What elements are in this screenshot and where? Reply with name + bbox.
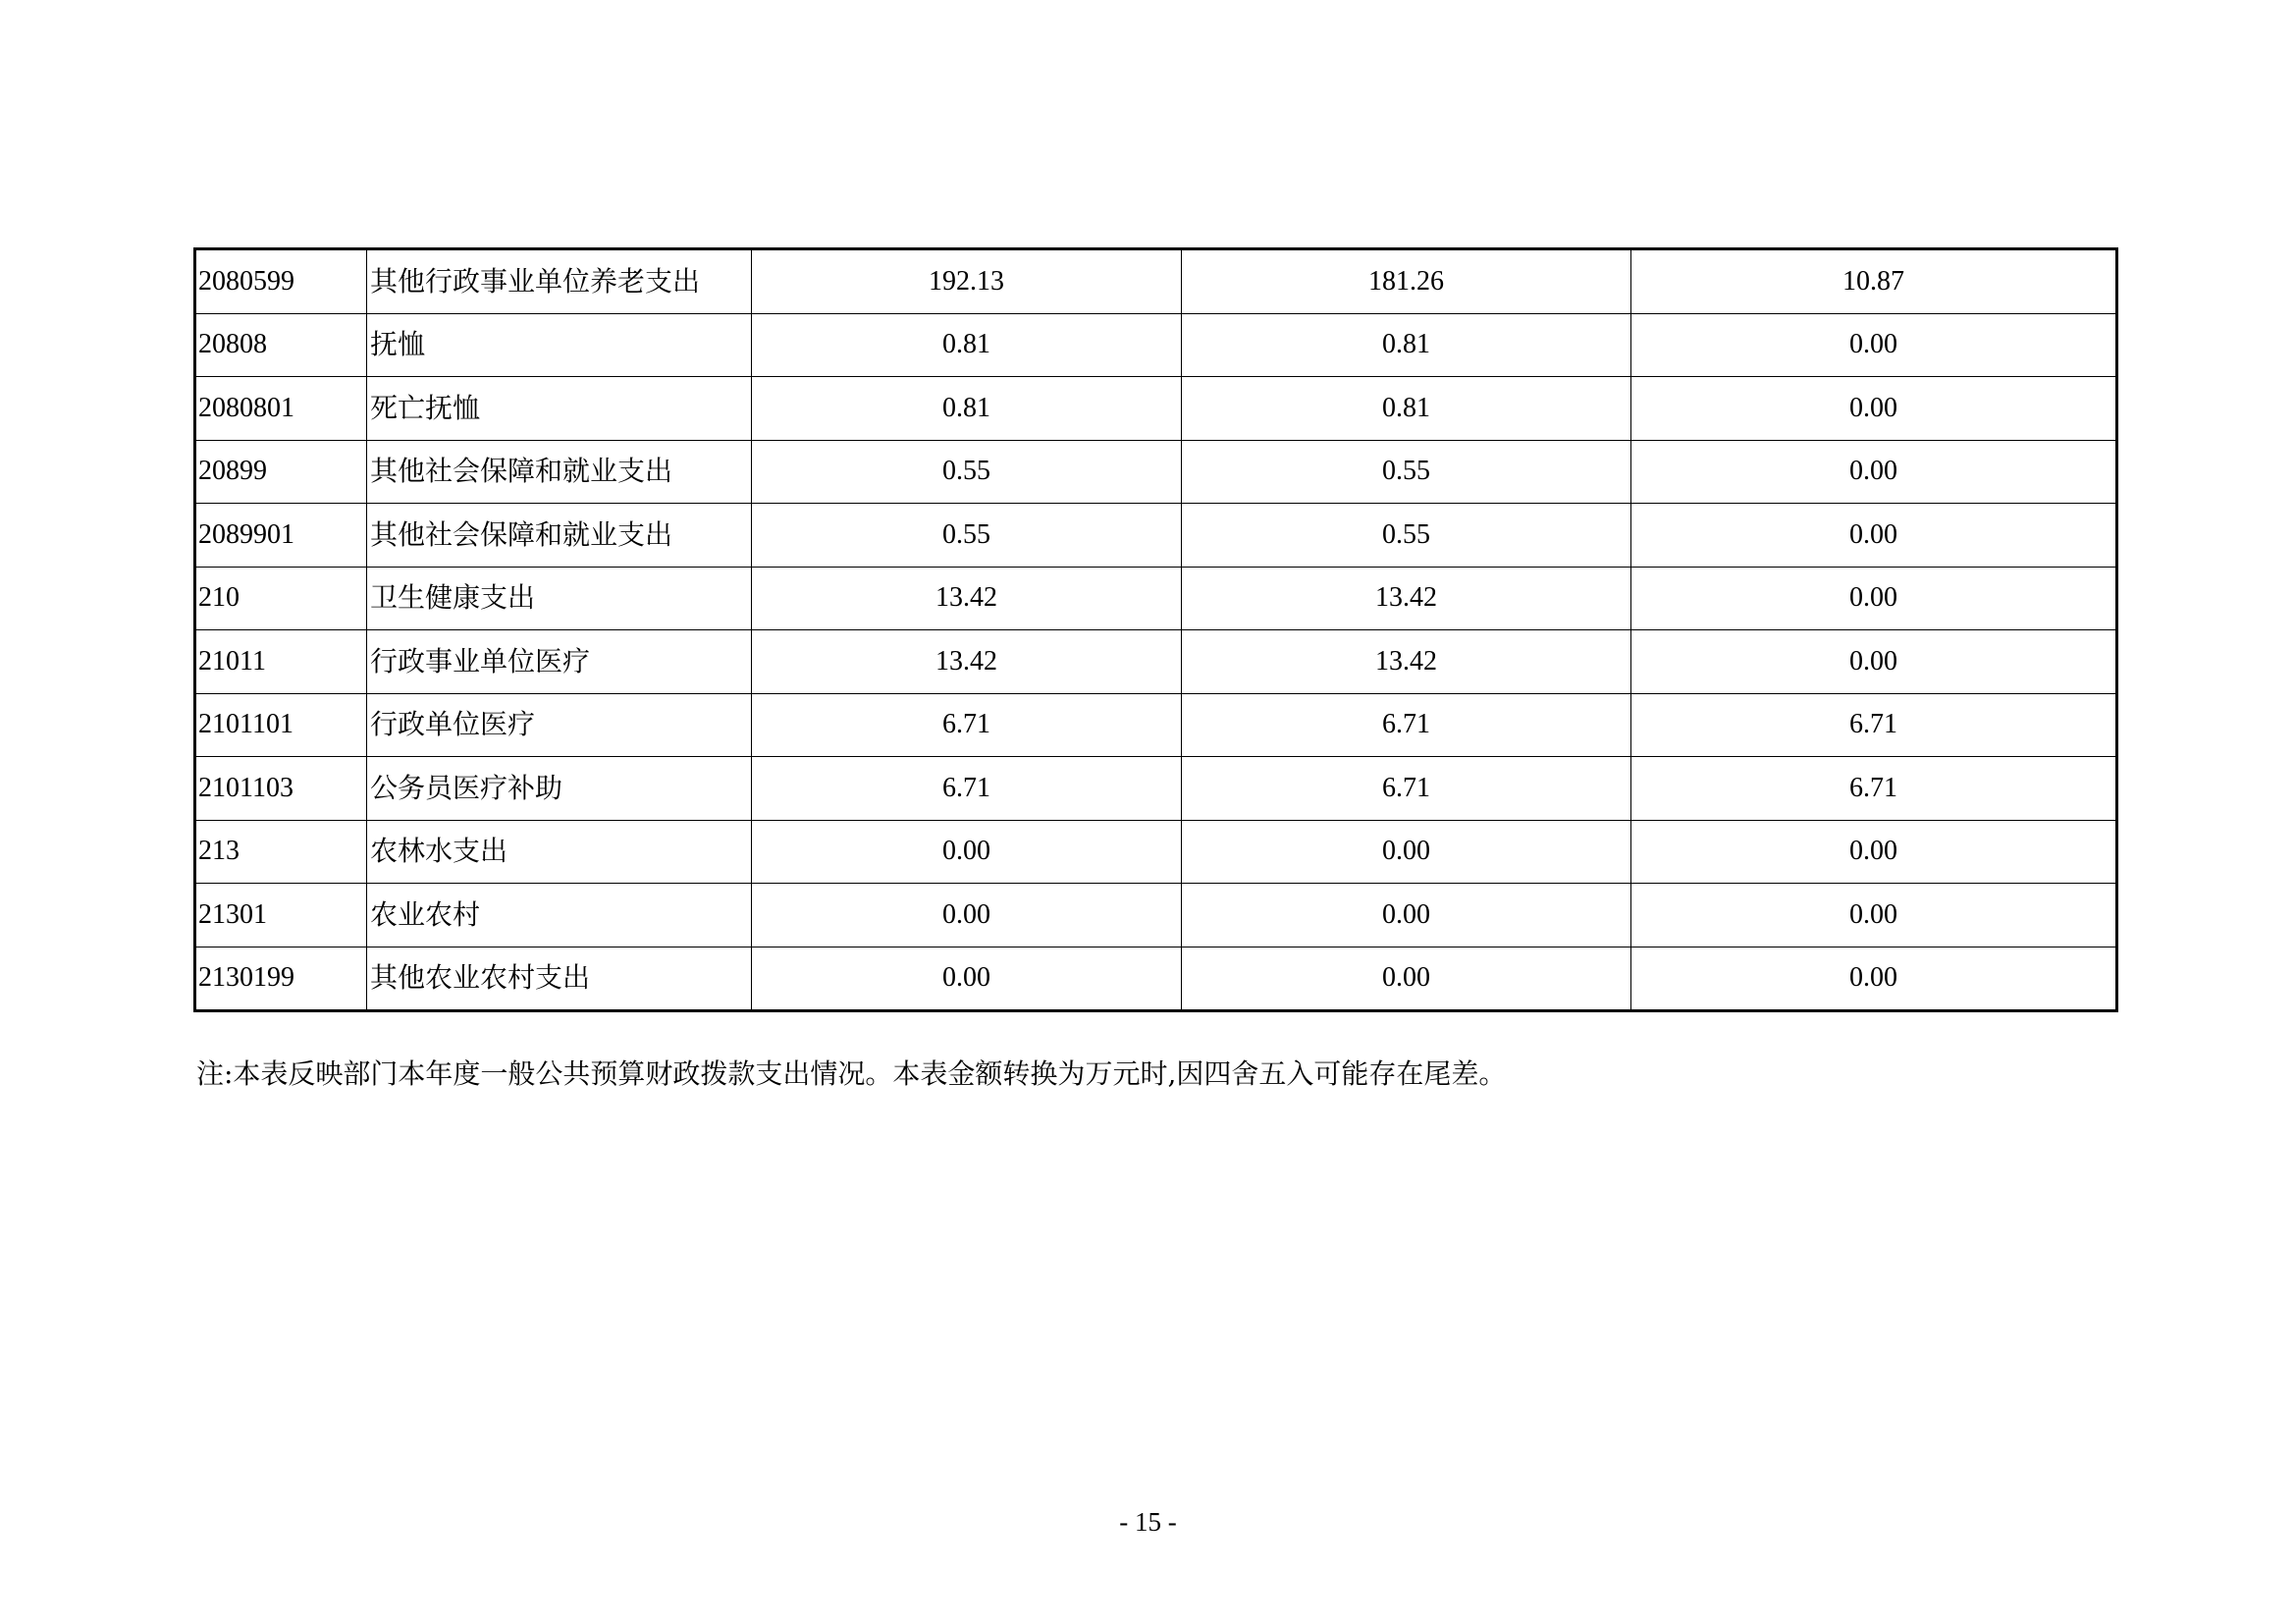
cell-value-project: 0.00 xyxy=(1631,567,2117,630)
cell-value-project: 0.00 xyxy=(1631,947,2117,1011)
cell-value-total: 0.00 xyxy=(752,884,1182,947)
cell-value-total: 0.55 xyxy=(752,440,1182,504)
cell-value-basic: 0.81 xyxy=(1182,313,1631,377)
cell-value-basic: 0.00 xyxy=(1182,820,1631,884)
table-row xyxy=(195,313,2117,377)
cell-code: 2101103 xyxy=(195,757,367,821)
cell-code: 20808 xyxy=(195,313,367,377)
cell-value-project: 6.71 xyxy=(1631,757,2117,821)
cell-item-name: 其他社会保障和就业支出 xyxy=(367,504,752,568)
cell-value-total: 0.81 xyxy=(752,377,1182,441)
cell-code: 213 xyxy=(195,820,367,884)
table-row xyxy=(195,440,2117,504)
cell-value-basic: 0.55 xyxy=(1182,440,1631,504)
cell-item-name: 其他行政事业单位养老支出 xyxy=(367,249,752,314)
table-note: 注:本表反映部门本年度一般公共预算财政拨款支出情况。本表金额转换为万元时,因四舍五入可能存在尾差。 xyxy=(196,1057,1507,1090)
cell-item-name: 农业农村 xyxy=(367,884,752,947)
cell-item-name: 其他农业农村支出 xyxy=(367,947,752,1011)
cell-value-basic: 0.55 xyxy=(1182,504,1631,568)
cell-code: 21301 xyxy=(195,884,367,947)
cell-item-name: 农林水支出 xyxy=(367,820,752,884)
cell-code: 20899 xyxy=(195,440,367,504)
cell-code: 2089901 xyxy=(195,504,367,568)
cell-value-basic: 181.26 xyxy=(1182,249,1631,314)
table-row xyxy=(195,820,2117,884)
table-row xyxy=(195,757,2117,821)
cell-value-total: 13.42 xyxy=(752,630,1182,694)
cell-value-project: 0.00 xyxy=(1631,440,2117,504)
table-body xyxy=(195,249,2117,1011)
cell-value-project: 0.00 xyxy=(1631,884,2117,947)
cell-value-project: 0.00 xyxy=(1631,820,2117,884)
cell-code: 210 xyxy=(195,567,367,630)
cell-value-total: 6.71 xyxy=(752,693,1182,757)
table-row xyxy=(195,377,2117,441)
cell-item-name: 公务员医疗补助 xyxy=(367,757,752,821)
cell-value-project: 0.00 xyxy=(1631,504,2117,568)
cell-value-project: 0.00 xyxy=(1631,377,2117,441)
cell-value-project: 0.00 xyxy=(1631,313,2117,377)
cell-value-total: 6.71 xyxy=(752,757,1182,821)
cell-value-basic: 6.71 xyxy=(1182,693,1631,757)
cell-value-project: 0.00 xyxy=(1631,630,2117,694)
cell-item-name: 卫生健康支出 xyxy=(367,567,752,630)
cell-value-total: 13.42 xyxy=(752,567,1182,630)
cell-value-basic: 0.00 xyxy=(1182,884,1631,947)
expenditure-table xyxy=(193,247,2118,1012)
cell-value-basic: 13.42 xyxy=(1182,567,1631,630)
cell-value-basic: 6.71 xyxy=(1182,757,1631,821)
cell-code: 2130199 xyxy=(195,947,367,1011)
cell-item-name: 行政事业单位医疗 xyxy=(367,630,752,694)
cell-value-project: 10.87 xyxy=(1631,249,2117,314)
cell-item-name: 死亡抚恤 xyxy=(367,377,752,441)
cell-code: 21011 xyxy=(195,630,367,694)
cell-value-total: 0.55 xyxy=(752,504,1182,568)
table-row xyxy=(195,567,2117,630)
cell-value-total: 0.00 xyxy=(752,820,1182,884)
cell-value-total: 0.00 xyxy=(752,947,1182,1011)
table-row xyxy=(195,504,2117,568)
cell-code: 2080801 xyxy=(195,377,367,441)
cell-code: 2080599 xyxy=(195,249,367,314)
cell-item-name: 抚恤 xyxy=(367,313,752,377)
table-row xyxy=(195,884,2117,947)
table-row xyxy=(195,630,2117,694)
cell-value-basic: 0.00 xyxy=(1182,947,1631,1011)
table-row xyxy=(195,693,2117,757)
cell-item-name: 其他社会保障和就业支出 xyxy=(367,440,752,504)
cell-item-name: 行政单位医疗 xyxy=(367,693,752,757)
table-row xyxy=(195,947,2117,1011)
cell-value-project: 6.71 xyxy=(1631,693,2117,757)
cell-value-total: 0.81 xyxy=(752,313,1182,377)
expenditure-table-container xyxy=(193,247,2115,1012)
cell-value-basic: 13.42 xyxy=(1182,630,1631,694)
cell-code: 2101101 xyxy=(195,693,367,757)
cell-value-total: 192.13 xyxy=(752,249,1182,314)
page-number: - 15 - xyxy=(1119,1507,1177,1537)
cell-value-basic: 0.81 xyxy=(1182,377,1631,441)
table-row xyxy=(195,249,2117,314)
